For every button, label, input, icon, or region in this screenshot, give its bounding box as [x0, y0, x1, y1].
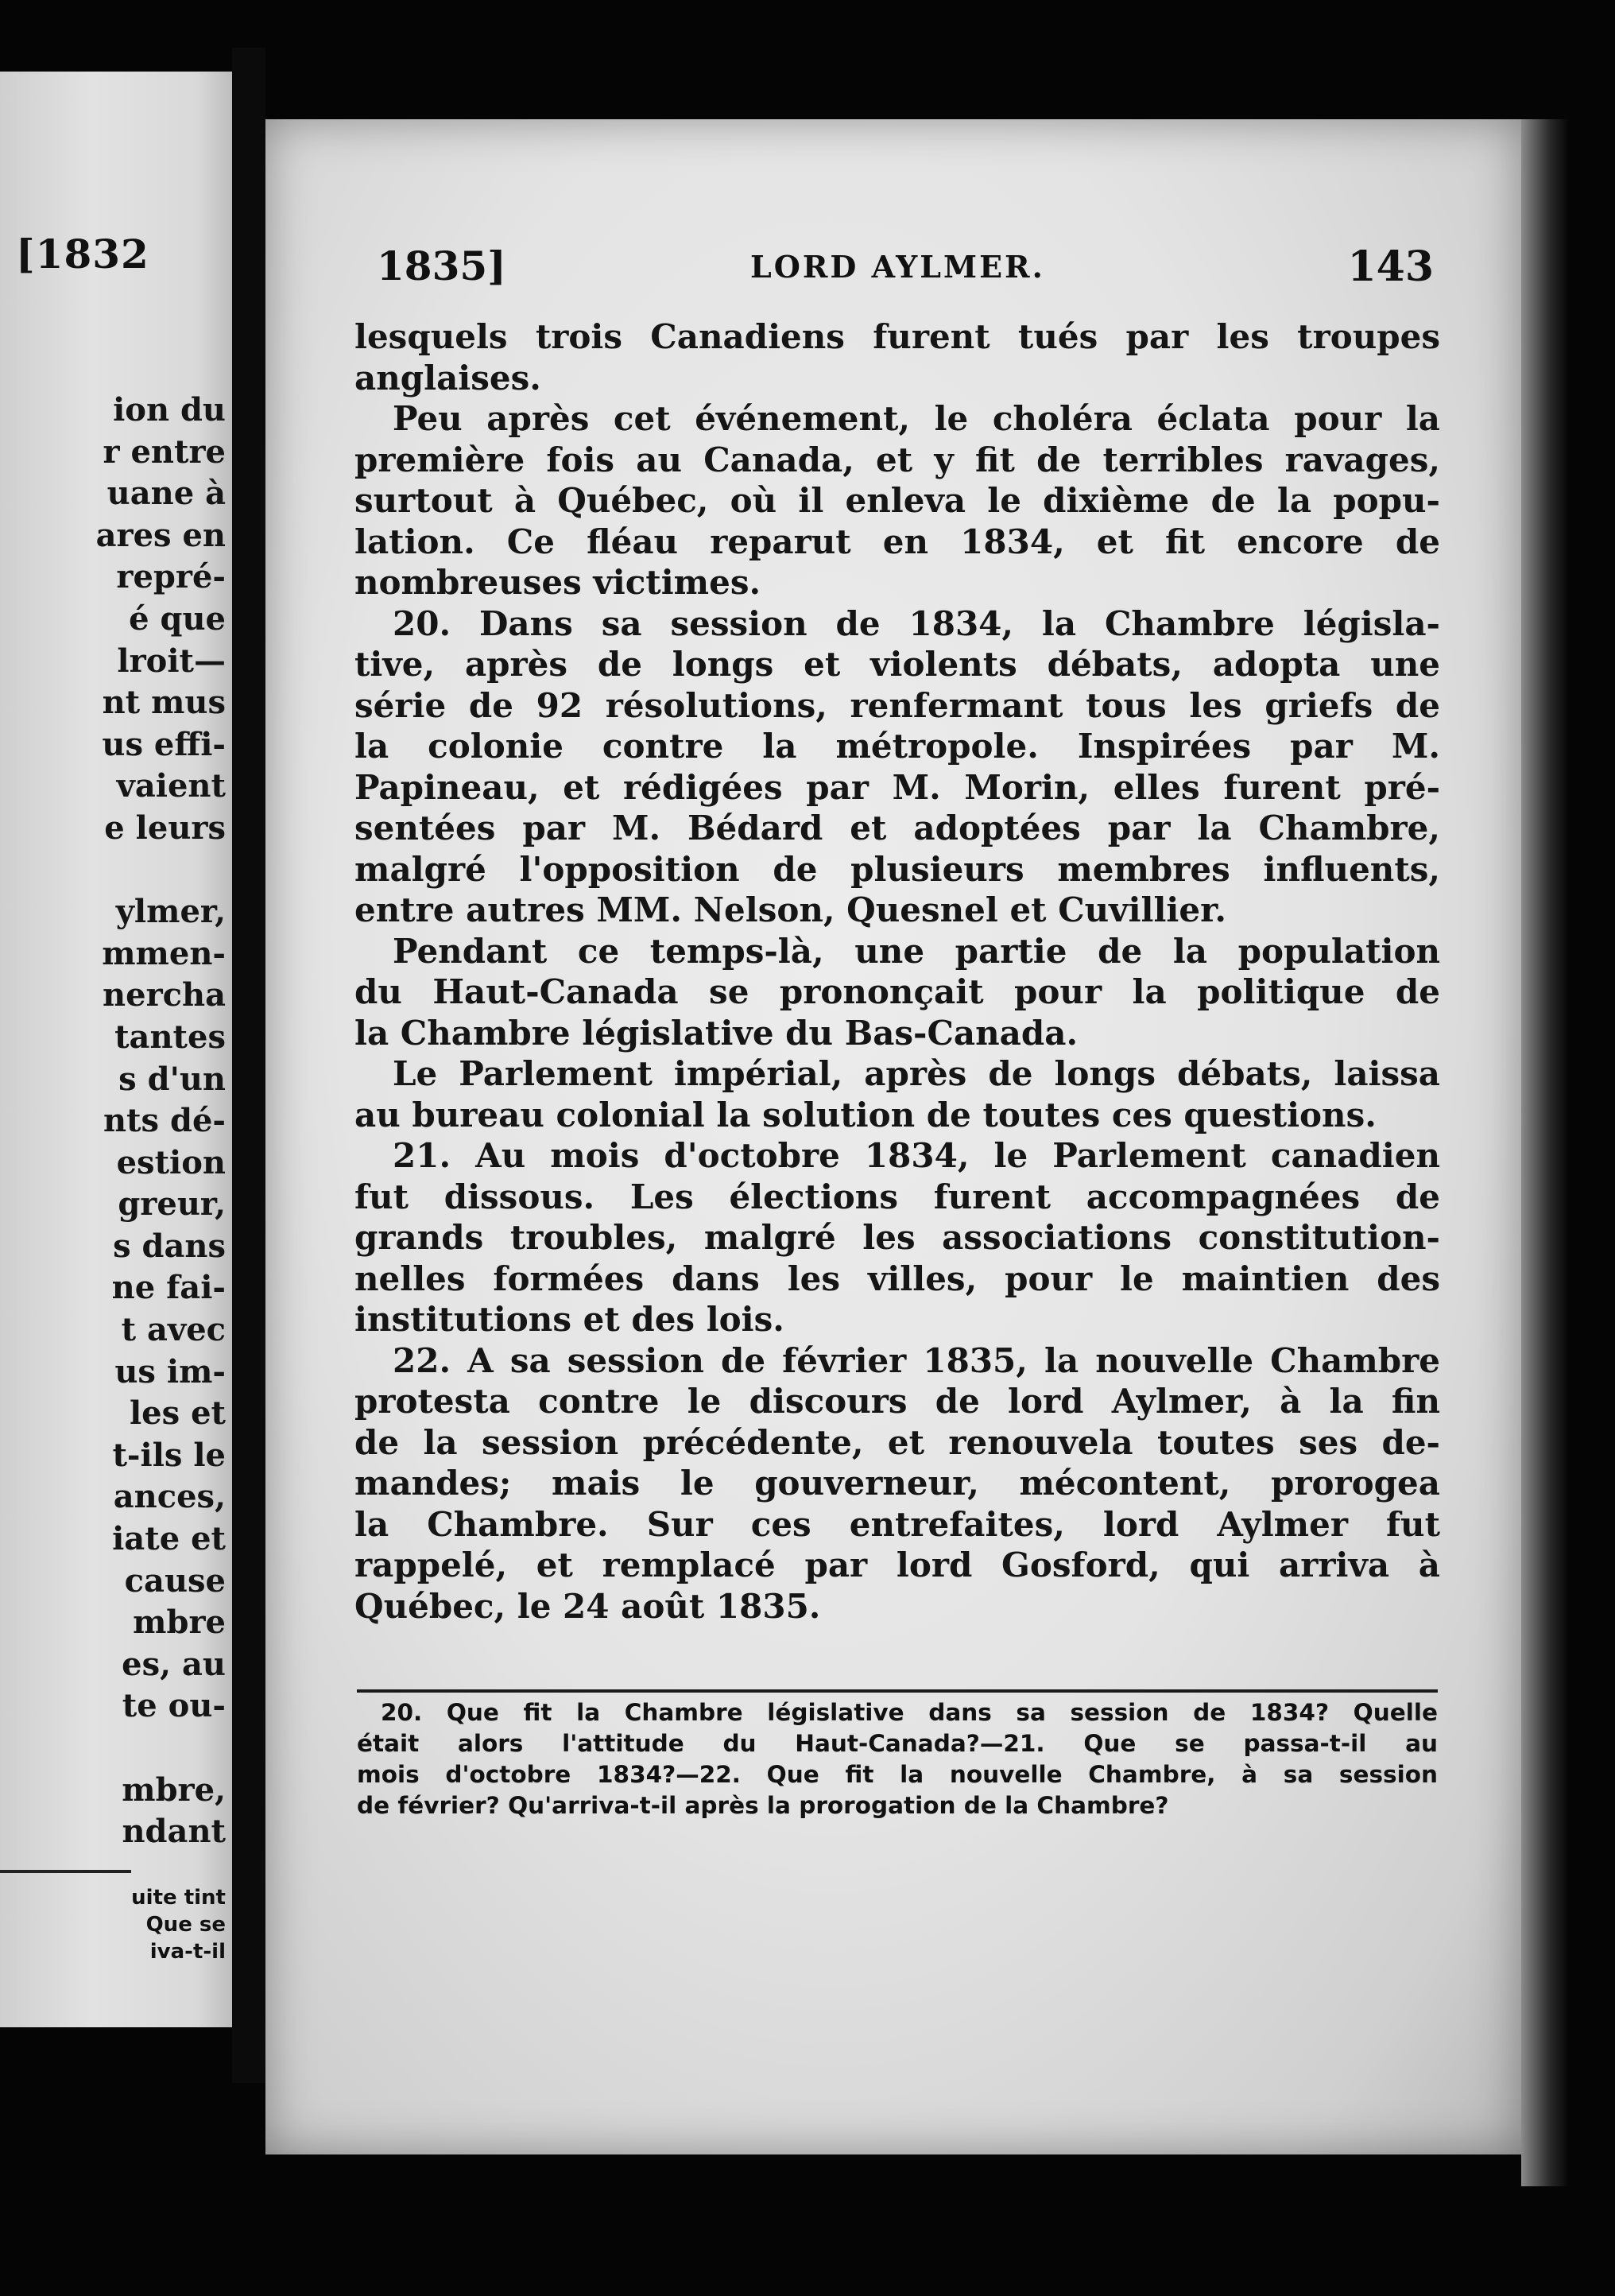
left-page-line: e leurs — [104, 809, 226, 847]
left-page-line: les et — [129, 1394, 226, 1433]
left-page-line: ares en — [95, 516, 226, 554]
left-page-line: greur, — [118, 1185, 226, 1224]
left-page-line: t avec — [121, 1311, 226, 1349]
left-page-line: repré- — [116, 558, 226, 596]
left-page-line: us im- — [114, 1352, 226, 1390]
left-page-line: mbre, — [122, 1770, 226, 1809]
left-page-line: es, au — [122, 1645, 226, 1683]
left-page-line: nts dé- — [103, 1102, 226, 1140]
body-line: lesquels trois Canadiens furent tués par les troupes — [354, 317, 1440, 356]
running-header — [377, 242, 1434, 298]
left-page-line: estion — [116, 1143, 226, 1181]
page-edge-shadow — [1521, 119, 1569, 2186]
left-page-line: tantes — [114, 1018, 226, 1056]
body-line: 22. A sa session de février 1835, la nouvelle Chambre — [393, 1340, 1440, 1380]
left-page-line: nt mus — [102, 684, 226, 722]
left-footnote-line: Que se — [145, 1913, 226, 1937]
left-page-line: vaient — [116, 767, 226, 805]
left-page-line: mmen- — [102, 934, 226, 972]
body-line: la Chambre. Sur ces entrefaites, lord Aylmer fut — [354, 1504, 1440, 1544]
left-page-line: é que — [129, 599, 226, 638]
body-line: fut dissous. Les élections furent accompagnées de — [354, 1177, 1440, 1216]
left-page-line: cause — [124, 1561, 226, 1600]
header-title: LORD AYLMER. — [750, 249, 1045, 285]
left-page-line: ylmer, — [115, 893, 226, 931]
header-year: 1835] — [377, 242, 506, 289]
body-line: entre autres MM. Nelson, Quesnel et Cuvillier. — [354, 890, 1227, 929]
body-line: 20. Dans sa session de 1834, la Chambre législa- — [393, 603, 1440, 643]
left-page-text — [3, 390, 226, 1853]
body-line: au bureau colonial la solution de toutes ces questions. — [354, 1095, 1377, 1134]
body-line: 21. Au mois d'octobre 1834, le Parlement canadien — [393, 1136, 1440, 1175]
left-page-line: lroit— — [117, 642, 226, 680]
footnote-rule — [357, 1689, 1438, 1693]
body-line: Québec, le 24 août 1835. — [354, 1586, 821, 1626]
left-page-line: r entre — [103, 432, 226, 471]
body-line: série de 92 résolutions, renfermant tous les griefs de — [354, 685, 1440, 725]
left-footnote-line: uite tint — [131, 1886, 226, 1910]
left-page-line: ndant — [122, 1813, 226, 1851]
left-page-line: nercha — [103, 976, 226, 1014]
book-gutter — [232, 48, 265, 2083]
body-line: grands troubles, malgré les associations constitution- — [354, 1218, 1440, 1257]
left-page-line: us effi- — [102, 725, 226, 763]
body-line: Le Parlement impérial, après de longs débats, laissa — [393, 1054, 1440, 1093]
body-line: première fois au Canada, et y fit de terribles ravages, — [354, 440, 1440, 479]
footnote-line: de février? Qu'arriva-t-il après la prorogation de la Chambre? — [357, 1792, 1169, 1819]
body-text — [354, 316, 1440, 1627]
left-page — [0, 72, 232, 2027]
body-line: tive, après de longs et violents débats, adopta une — [354, 645, 1440, 684]
body-line: la colonie contre la métropole. Inspirées par M. — [354, 727, 1440, 766]
body-line: la Chambre législative du Bas-Canada. — [354, 1013, 1079, 1053]
footnote — [357, 1697, 1438, 1821]
left-page-line: mbre — [133, 1604, 226, 1642]
left-page-line: ne fai- — [111, 1269, 226, 1307]
body-line: nelles formées dans les villes, pour le maintien des — [354, 1259, 1440, 1298]
body-line: lation. Ce fléau reparut en 1834, et fit encore de — [354, 522, 1440, 561]
left-page-line: t-ils le — [112, 1436, 226, 1474]
left-page-line: ances, — [113, 1478, 226, 1516]
body-line: de la session précédente, et renouvela toutes ses de- — [354, 1422, 1440, 1462]
body-line: anglaises. — [354, 358, 541, 398]
body-line: rappelé, et remplacé par lord Gosford, qui arriva à — [354, 1546, 1440, 1584]
footnote-line: était alors l'attitude du Haut-Canada?—21. Que se passa-t-il au — [357, 1730, 1438, 1757]
body-line: protesta contre le discours de lord Aylmer, à la fin — [354, 1382, 1440, 1421]
body-line: malgré l'opposition de plusieurs membres influents, — [354, 849, 1440, 889]
left-footnote-line: iva-t-il — [149, 1940, 226, 1964]
left-page-footnote — [11, 1884, 226, 1965]
body-line: Peu après cet événement, le choléra éclata pour la — [393, 399, 1440, 438]
body-line: du Haut-Canada se prononçait pour la politique de — [354, 972, 1440, 1011]
left-page-line: uane à — [107, 475, 226, 513]
body-line: mandes; mais le gouverneur, mécontent, prorogea — [354, 1464, 1440, 1503]
left-page-header: [1832 — [16, 231, 149, 277]
body-line: institutions et des lois. — [354, 1300, 784, 1339]
footnote-line: mois d'octobre 1834?—22. Que fit la nouvelle Chambre, à sa session — [357, 1761, 1438, 1788]
left-page-line — [3, 850, 226, 892]
body-line: surtout à Québec, où il enleva le dixième de la popu- — [354, 481, 1440, 520]
body-line: Pendant ce temps-là, une partie de la population — [393, 931, 1440, 971]
right-page — [265, 119, 1521, 2154]
left-page-line: s dans — [113, 1227, 226, 1265]
footnote-line: 20. Que fit la Chambre législative dans sa session de 1834? Quelle — [381, 1699, 1438, 1726]
left-page-line — [3, 1728, 226, 1770]
left-page-line: s d'un — [118, 1060, 226, 1098]
left-page-line: iate et — [112, 1520, 226, 1558]
page-number: 143 — [1347, 242, 1434, 291]
left-page-line: te ou- — [122, 1687, 226, 1725]
left-page-line: ion du — [113, 391, 226, 429]
left-footnote-rule — [0, 1870, 131, 1873]
body-line: sentées par M. Bédard et adoptées par la Chambre, — [354, 809, 1440, 847]
body-line: Papineau, et rédigées par M. Morin, elles furent pré- — [354, 767, 1440, 807]
body-line: nombreuses victimes. — [354, 563, 761, 602]
